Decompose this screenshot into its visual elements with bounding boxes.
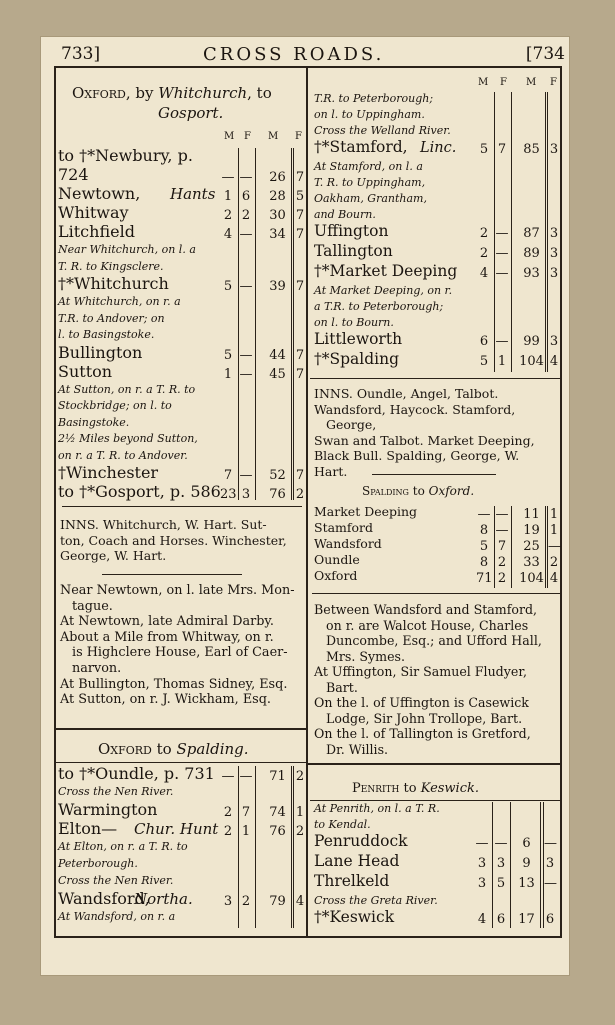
- title-place: Penrith: [352, 781, 400, 796]
- route-note: T.R. to Peterborough;: [314, 92, 434, 105]
- furlongs-between: —: [495, 246, 509, 261]
- route-note: At Whitchurch, on r. a: [58, 295, 181, 308]
- miles-total: 52: [269, 468, 286, 483]
- place-name: Warmington: [58, 800, 158, 819]
- miles-total: 9: [522, 856, 531, 871]
- place-name: to †*Newbury, p.: [58, 146, 193, 165]
- miles-total: 76: [269, 824, 286, 839]
- col-head-m2-right: M: [526, 77, 537, 88]
- text-line: Swan and Talbot. Market Deeping,: [314, 432, 535, 448]
- furlongs-between: 5: [496, 876, 506, 891]
- route-note: and Bourn.: [314, 208, 376, 221]
- col-head-m1-right: M: [478, 77, 489, 88]
- miles-between: 8: [479, 555, 489, 570]
- miles-total: 13: [518, 876, 535, 891]
- text-line: ton, Coach and Horses. Winchester,: [60, 532, 287, 548]
- col-head-f2: F: [295, 131, 302, 142]
- miles-total: 71: [269, 769, 286, 784]
- col-head-f2-right: F: [550, 77, 557, 88]
- column-rule: [540, 802, 541, 928]
- miles-total: 28: [269, 189, 286, 204]
- col-head-f1-right: F: [500, 77, 507, 88]
- furlongs-total: 7: [295, 347, 305, 363]
- text-line: George, W. Hart.: [60, 548, 167, 563]
- place-name: Penruddock: [314, 832, 408, 850]
- note-line: Mrs. Symes.: [326, 648, 405, 664]
- furlongs-total: 1: [549, 507, 559, 522]
- furlongs-between: —: [495, 334, 509, 349]
- place-name: Wandsford,: [58, 889, 150, 908]
- running-header: [55, 40, 565, 68]
- miles-between: 6: [479, 334, 489, 349]
- furlongs-between: 1: [497, 354, 507, 369]
- furlongs-total: 3: [549, 266, 559, 281]
- column-rule: [545, 506, 546, 588]
- route-note: a T.R. to Peterborough;: [314, 300, 444, 313]
- header-title: CROSS ROADS.: [203, 44, 385, 65]
- note-line: Lodge, Sir John Trollope, Bart.: [326, 710, 523, 726]
- note-line: Near Newtown, on l. late Mrs. Mon-: [60, 583, 295, 598]
- miles-between: 5: [223, 279, 233, 294]
- furlongs-between: 3: [496, 856, 506, 871]
- column-rule: [492, 802, 493, 928]
- miles-total: 19: [523, 523, 540, 538]
- route-note: to Kendal.: [314, 818, 371, 831]
- note-line: At Sutton, on r. J. Wickham, Esq.: [60, 692, 271, 708]
- miles-total: 25: [523, 539, 540, 554]
- furlongs-between: 2: [241, 894, 251, 909]
- note-line: At Uffington, Sir Samuel Fludyer,: [314, 664, 527, 679]
- route-note: Stockbridge; on l. to: [58, 399, 172, 412]
- furlongs-total: 3: [549, 246, 559, 261]
- miles-between: —: [221, 170, 235, 185]
- miles-total: 30: [269, 208, 286, 223]
- route-note: At Elton, on r. a T. R. to: [58, 840, 188, 853]
- title-dest: Keswick.: [420, 781, 480, 796]
- furlongs-between: —: [495, 523, 509, 538]
- title-join: to: [408, 484, 429, 498]
- furlongs-total: 2: [295, 487, 305, 502]
- furlongs-total: 4: [549, 571, 559, 586]
- route-note: 2½ Miles beyond Sutton,: [58, 432, 198, 445]
- inns-oxford-gosport: [60, 517, 304, 564]
- furlongs-between: —: [239, 347, 253, 363]
- miles-between: 5: [479, 354, 489, 369]
- miles-between: 2: [223, 824, 233, 839]
- route-note: T.R. to Andover; on: [58, 311, 165, 325]
- place-name: to †*Oundle, p. 731: [58, 764, 215, 783]
- place-name: Wandsford: [314, 536, 382, 551]
- furlongs-between: —: [239, 468, 253, 483]
- miles-total: 6: [522, 836, 531, 851]
- miles-between: 4: [479, 266, 489, 281]
- route-title-dest: Gosport.: [158, 104, 224, 122]
- title-dest: Oxford.: [428, 484, 475, 498]
- place-name: †*Keswick: [314, 908, 395, 926]
- route-note: Peterborough.: [58, 857, 138, 870]
- furlongs-between: 7: [241, 805, 251, 820]
- furlongs-total: 4: [295, 894, 305, 909]
- column-rule: [511, 506, 512, 588]
- miles-between: —: [477, 507, 491, 522]
- furlongs-total: 3: [545, 856, 555, 871]
- place-name: †*Stamford,: [314, 138, 408, 156]
- miles-between: 5: [479, 539, 489, 554]
- title-dest: Spalding.: [176, 740, 249, 758]
- furlongs-between: —: [239, 366, 253, 382]
- miles-total: 17: [518, 912, 535, 927]
- miles-total: 99: [523, 334, 540, 349]
- miles-total: 76: [269, 487, 286, 502]
- place-name: Lane Head: [314, 852, 400, 870]
- column-rule: [511, 92, 512, 372]
- miles-between: 1: [223, 189, 233, 204]
- miles-between: 2: [479, 246, 489, 261]
- miles-total: 104: [519, 571, 544, 586]
- place-name: to †*Gosport, p. 586: [58, 482, 221, 501]
- miles-between: 4: [477, 912, 487, 927]
- furlongs-total: 7: [295, 468, 305, 483]
- miles-total: 93: [523, 266, 540, 281]
- miles-between: 5: [479, 142, 489, 157]
- title-via: Whitchurch: [158, 84, 248, 102]
- place-name: †*Market Deeping: [314, 262, 458, 280]
- column-rule: [255, 148, 256, 500]
- miles-total: 26: [269, 170, 286, 185]
- miles-between: —: [475, 836, 489, 851]
- miles-between: 3: [477, 876, 487, 891]
- miles-between: —: [221, 769, 235, 784]
- rule: [310, 800, 560, 801]
- furlongs-total: 3: [549, 142, 559, 157]
- place-name: Oundle: [314, 552, 360, 567]
- furlongs-total: —: [544, 836, 557, 851]
- furlongs-between: 3: [241, 487, 251, 502]
- place-name: †*Spalding: [314, 350, 400, 368]
- column-rule: [510, 802, 511, 928]
- route-note: Cross the Greta River.: [314, 894, 438, 907]
- title-place: Oxford: [98, 740, 152, 758]
- note-line: narvon.: [72, 660, 122, 676]
- furlongs-total: 2: [295, 824, 305, 839]
- miles-total: 104: [519, 354, 544, 369]
- note-line: On the l. of Tallington is Gretford,: [314, 726, 531, 741]
- rule: [372, 474, 496, 475]
- text-line: INNS. Oundle, Angel, Talbot.: [314, 386, 499, 401]
- text-line: INNS. Whitchurch, W. Hart. Sut-: [60, 517, 267, 532]
- title-join: , by: [125, 84, 159, 102]
- miles-total: 11: [523, 507, 540, 522]
- place-name: Market Deeping: [314, 504, 418, 519]
- route-note: At Wandsford, on r. a: [58, 910, 176, 923]
- place-name: Tallington: [314, 242, 393, 260]
- miles-between: 7: [223, 468, 233, 483]
- furlongs-total: 4: [549, 354, 559, 369]
- miles-between: 3: [477, 856, 487, 871]
- miles-between: 2: [479, 226, 489, 241]
- miles-between: 1: [223, 366, 233, 382]
- furlongs-total: 7: [295, 170, 305, 185]
- miles-total: 33: [523, 555, 540, 570]
- furlongs-between: 7: [497, 142, 507, 157]
- place-name: Bullington: [58, 342, 143, 362]
- place-name: Whitway: [58, 203, 129, 222]
- title-place: Oxford: [72, 84, 126, 102]
- route-note: At Penrith, on l. a T. R.: [314, 802, 440, 815]
- miles-between: 2: [223, 805, 233, 820]
- miles-between: 23: [220, 487, 237, 502]
- route-note: on l. to Uppingham.: [314, 108, 425, 121]
- furlongs-total: 3: [549, 226, 559, 241]
- furlongs-total: 2: [549, 555, 559, 570]
- route-note: At Sutton, on r. a T. R. to: [58, 382, 196, 396]
- title-to: , to: [247, 84, 272, 102]
- furlongs-total: 6: [545, 912, 555, 927]
- miles-between: 8: [479, 523, 489, 538]
- furlongs-between: —: [495, 226, 509, 241]
- place-name: †*Whitchurch: [58, 274, 169, 293]
- miles-between: 4: [223, 227, 233, 242]
- miles-total: 87: [523, 226, 540, 241]
- place-name: Littleworth: [314, 330, 403, 348]
- miles-total: 85: [523, 142, 540, 157]
- route-note: Basingstoke.: [58, 415, 130, 429]
- miles-between: 3: [223, 894, 233, 909]
- place-name: 724: [58, 165, 89, 184]
- text-line: Black Bull. Spalding, George, W.: [314, 448, 520, 463]
- furlongs-between: —: [495, 266, 509, 281]
- place-name: Uffington: [314, 222, 389, 240]
- miles-total: 89: [523, 246, 540, 261]
- note-line: At Newtown, late Admiral Darby.: [60, 614, 274, 630]
- furlongs-total: 3: [549, 334, 559, 349]
- miles-between: 71: [476, 571, 493, 586]
- furlongs-between: —: [239, 170, 253, 185]
- route-note: Cross the Welland River.: [314, 124, 451, 137]
- notes-oxford-gosport: [60, 583, 304, 708]
- rule: [308, 763, 560, 765]
- rule: [62, 506, 302, 507]
- miles-between: 2: [223, 208, 233, 223]
- route-title-spalding-oxford: [362, 485, 474, 497]
- miles-total: 39: [269, 279, 286, 294]
- place-name: Sutton: [58, 361, 113, 381]
- note-line: Dr. Willis.: [326, 741, 389, 757]
- place-name: Stamford: [314, 520, 374, 535]
- furlongs-between: —: [239, 769, 253, 784]
- note-line: Bart.: [326, 679, 358, 695]
- column-rule: [255, 766, 256, 928]
- column-rule: [291, 766, 292, 928]
- route-note: Near Whitchurch, on l. a: [58, 243, 196, 256]
- route-note: T. R. to Uppingham,: [314, 176, 426, 189]
- route-note: on l. to Bourn.: [314, 316, 394, 329]
- route-note: At Market Deeping, on r.: [314, 284, 453, 297]
- text-line: Hart.: [314, 463, 348, 479]
- place-name: Litchfield: [58, 222, 135, 241]
- title-join: to: [399, 781, 421, 796]
- route-note: on r. a T. R. to Andover.: [58, 448, 188, 462]
- inns-oxford-spalding: [314, 386, 560, 479]
- furlongs-total: 7: [295, 208, 305, 223]
- page-number-left: 733]: [61, 44, 101, 64]
- note-line: on r. are Walcot House, Charles: [326, 617, 529, 633]
- note-line: Between Wandsford and Stamford,: [314, 602, 538, 617]
- route-title-oxford-spalding: [98, 742, 249, 757]
- route-note: T. R. to Kingsclere.: [58, 259, 164, 273]
- col-head-m1: M: [224, 131, 235, 142]
- text-line: Wandsford, Haycock. Stamford, George,: [314, 401, 516, 432]
- miles-between: 5: [223, 347, 233, 363]
- note-line: About a Mile from Whitway, on r.: [60, 629, 274, 645]
- furlongs-between: 1: [241, 824, 251, 839]
- title-join: to: [151, 740, 177, 758]
- col-head-f1: F: [244, 131, 251, 142]
- route-note: l. to Basingstoke.: [58, 328, 155, 341]
- furlongs-between: —: [239, 279, 253, 294]
- miles-total: 79: [269, 894, 286, 909]
- furlongs-total: 2: [295, 769, 305, 784]
- route-note: Oakham, Grantham,: [314, 192, 427, 205]
- note-line: Duncombe, Esq.; and Ufford Hall,: [326, 633, 542, 648]
- route-note: At Stamford, on l. a: [314, 160, 423, 173]
- furlongs-between: 7: [497, 539, 507, 554]
- county: Northa.: [134, 890, 193, 908]
- column-rule: [545, 92, 546, 372]
- county: Hants: [170, 185, 216, 203]
- rule: [312, 593, 560, 594]
- rule: [56, 728, 306, 730]
- notes-oxford-spalding: [314, 602, 560, 757]
- note-line: is Highclere House, Earl of Caer-: [72, 645, 288, 661]
- place-name: Oxford: [314, 568, 358, 583]
- furlongs-total: 7: [295, 227, 305, 242]
- rule: [102, 574, 242, 575]
- route-note: Cross the Nen River.: [58, 874, 174, 887]
- column-rule: [291, 148, 292, 500]
- furlongs-between: —: [495, 507, 509, 522]
- furlongs-total: —: [548, 539, 561, 554]
- note-line: At Bullington, Thomas Sidney, Esq.: [60, 676, 288, 692]
- column-divider: [306, 68, 308, 936]
- page-number-right: [734: [525, 44, 565, 64]
- route-title-oxford-gosport: [72, 86, 272, 101]
- place-name: Threlkeld: [314, 872, 390, 890]
- miles-total: 74: [269, 805, 286, 820]
- note-line: On the l. of Uffington is Casewick: [314, 695, 529, 710]
- furlongs-total: 5: [295, 189, 305, 204]
- county: Chur. Hunt: [134, 820, 219, 838]
- furlongs-between: 2: [497, 571, 507, 586]
- furlongs-total: 7: [295, 366, 305, 382]
- col-head-m2: M: [268, 131, 279, 142]
- route-title-penrith-keswick: [352, 782, 479, 795]
- rule: [56, 762, 306, 763]
- furlongs-between: 6: [241, 189, 251, 204]
- furlongs-total: 7: [295, 279, 305, 294]
- furlongs-total: 1: [295, 805, 305, 820]
- miles-total: 45: [269, 366, 286, 382]
- furlongs-between: 2: [241, 208, 251, 223]
- furlongs-between: 6: [496, 912, 506, 927]
- furlongs-between: 2: [497, 555, 507, 570]
- route-note: Cross the Nen River.: [58, 785, 174, 798]
- furlongs-total: 1: [549, 523, 559, 538]
- rule: [310, 378, 560, 379]
- furlongs-total: —: [544, 876, 557, 891]
- miles-total: 44: [269, 347, 286, 363]
- county: Linc.: [420, 140, 457, 156]
- place-name: †Winchester: [58, 463, 159, 482]
- miles-total: 34: [269, 227, 286, 242]
- furlongs-between: —: [239, 227, 253, 242]
- title-place: Spalding: [362, 484, 409, 498]
- note-line: tague.: [72, 598, 113, 614]
- place-name: Newtown,: [58, 184, 141, 203]
- furlongs-between: —: [494, 836, 508, 851]
- place-name: Elton—: [58, 819, 118, 838]
